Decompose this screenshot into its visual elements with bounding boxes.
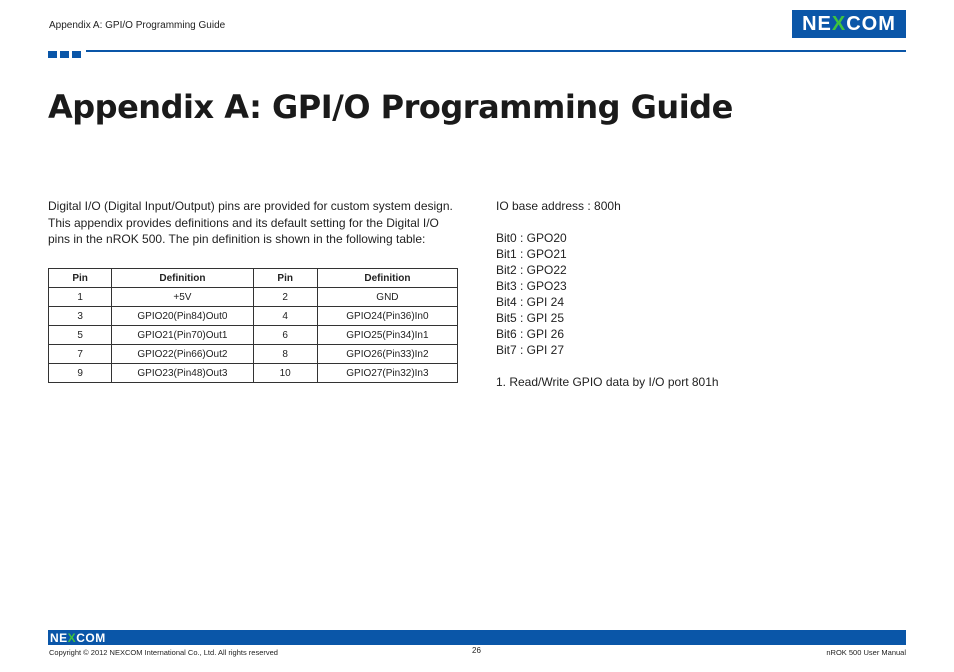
table-cell: 5 [49,326,112,345]
header-squares-icon [48,51,81,58]
table-cell: 2 [253,288,317,307]
logo-text-com: COM [846,12,896,35]
bit-item: Bit5 : GPI 25 [496,311,565,325]
header-divider [86,50,906,52]
page-number: 26 [472,646,481,655]
table-cell: 8 [253,345,317,364]
bit-item: Bit0 : GPO20 [496,231,567,245]
table-cell: GPIO22(Pin66)Out2 [112,345,253,364]
bit-item: Bit4 : GPI 24 [496,295,565,309]
table-cell: GPIO26(Pin33)In2 [317,345,457,364]
table-header-cell: Pin [49,269,112,288]
bit-item: Bit3 : GPO23 [496,279,567,293]
table-cell: GND [317,288,457,307]
table-row [49,307,458,326]
table-cell: 1 [49,288,112,307]
table-header-cell: Pin [253,269,317,288]
table-cell: +5V [112,288,253,307]
table-row [49,326,458,345]
table-header-cell: Definition [112,269,253,288]
table-cell: 10 [253,364,317,383]
table-cell: GPIO24(Pin36)In0 [317,307,457,326]
footer-logo-text-ne: NE [50,631,68,645]
table-cell: GPIO23(Pin48)Out3 [112,364,253,383]
io-port-note: 1. Read/Write GPIO data by I/O port 801h [496,375,719,389]
footer-logo-text-com: COM [76,631,106,645]
logo-text-x: X [831,12,847,35]
table-cell: 9 [49,364,112,383]
footer-manual-name: nROK 500 User Manual [826,648,906,657]
table-row [49,288,458,307]
intro-paragraph: Digital I/O (Digital Input/Output) pins are provided for custom system design. This appendix provides definitions and its default setting for the Digital I/O pins in the nROK 500. The pin definition is shown in the following table: [48,199,453,246]
table-cell: GPIO25(Pin34)In1 [317,326,457,345]
bit-item: Bit6 : GPI 26 [496,327,565,341]
table-cell: GPIO27(Pin32)In3 [317,364,457,383]
footer-logo-text-x: X [67,631,77,645]
footer-bar [48,630,906,645]
table-row [49,364,458,383]
table-row [49,345,458,364]
table-cell: 3 [49,307,112,326]
footer-nexcom-logo [50,631,106,645]
bit-item: Bit7 : GPI 27 [496,343,565,357]
logo-text-ne: NE [802,12,832,35]
header-section-title: Appendix A: GPI/O Programming Guide [49,20,226,31]
table-header-row [49,269,458,288]
bit-item: Bit2 : GPO22 [496,263,567,277]
table-header-cell: Definition [317,269,457,288]
io-address-info [496,198,719,390]
table-cell: GPIO20(Pin84)Out0 [112,307,253,326]
table-cell: 4 [253,307,317,326]
nexcom-logo [792,10,906,38]
table-cell: GPIO21(Pin70)Out1 [112,326,253,345]
bit-item: Bit1 : GPO21 [496,247,567,261]
table-cell: 6 [253,326,317,345]
page-title: Appendix A: GPI/O Programming Guide [48,88,733,126]
io-base-address: IO base address : 800h [496,199,621,213]
footer-copyright: Copyright © 2012 NEXCOM International Co., Ltd. All rights reserved [49,648,278,657]
table-cell: 7 [49,345,112,364]
pin-definition-table [48,268,458,383]
